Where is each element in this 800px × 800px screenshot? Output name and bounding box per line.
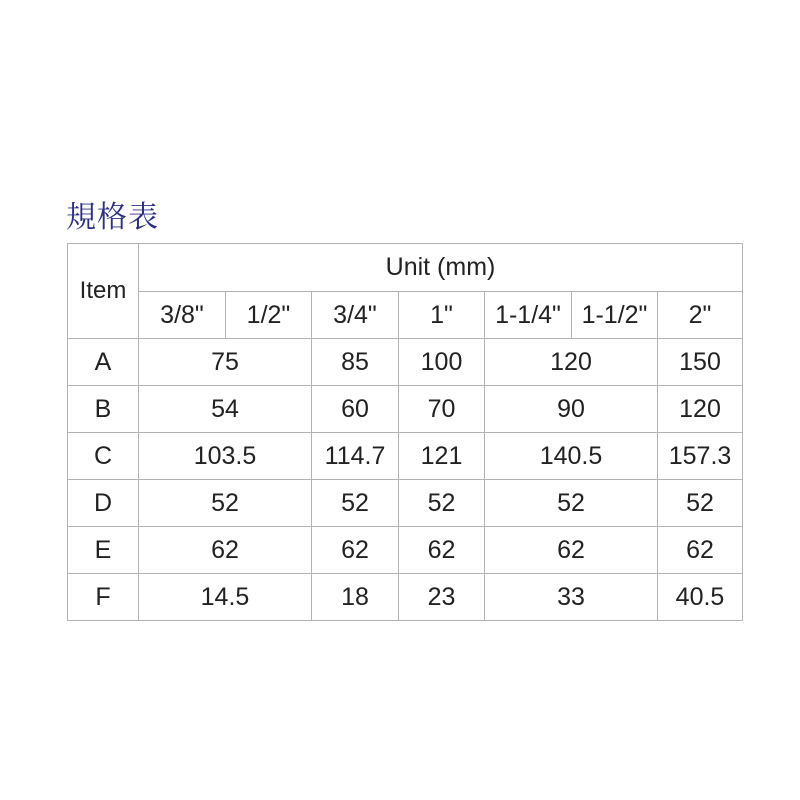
- row-item-label: D: [68, 480, 139, 527]
- table-cell: 120: [658, 386, 743, 433]
- table-cell: 62: [399, 527, 485, 574]
- size-header: 1-1/4": [485, 292, 572, 339]
- table-cell: 85: [312, 339, 399, 386]
- row-item-label: F: [68, 574, 139, 621]
- item-header: Item: [68, 244, 139, 339]
- table-row: [68, 433, 743, 480]
- table-cell: 121: [399, 433, 485, 480]
- table-cell: 157.3: [658, 433, 743, 480]
- table-cell: 90: [485, 386, 658, 433]
- table-cell: 150: [658, 339, 743, 386]
- spec-table: [67, 243, 743, 621]
- table-row: [68, 480, 743, 527]
- table-cell: 52: [139, 480, 312, 527]
- header-row-unit: [68, 244, 743, 292]
- table-cell: 62: [485, 527, 658, 574]
- table-cell: 75: [139, 339, 312, 386]
- page-title: 規格表: [66, 200, 159, 235]
- table-cell: 60: [312, 386, 399, 433]
- table-cell: 18: [312, 574, 399, 621]
- table-cell: 62: [658, 527, 743, 574]
- table-cell: 62: [139, 527, 312, 574]
- row-item-label: B: [68, 386, 139, 433]
- table-cell: 14.5: [139, 574, 312, 621]
- row-item-label: E: [68, 527, 139, 574]
- table-cell: 62: [312, 527, 399, 574]
- table-cell: 100: [399, 339, 485, 386]
- row-item-label: A: [68, 339, 139, 386]
- table-cell: 54: [139, 386, 312, 433]
- size-header: 3/8": [139, 292, 226, 339]
- header-row-sizes: [68, 292, 743, 339]
- table-row: [68, 574, 743, 621]
- table-cell: 70: [399, 386, 485, 433]
- table-cell: 23: [399, 574, 485, 621]
- size-header: 3/4": [312, 292, 399, 339]
- table-cell: 140.5: [485, 433, 658, 480]
- table-cell: 120: [485, 339, 658, 386]
- size-header: 1": [399, 292, 485, 339]
- table-cell: 40.5: [658, 574, 743, 621]
- table-cell: 52: [312, 480, 399, 527]
- table-cell: 114.7: [312, 433, 399, 480]
- table-row: [68, 339, 743, 386]
- table-cell: 52: [658, 480, 743, 527]
- table-row: [68, 527, 743, 574]
- table-cell: 52: [399, 480, 485, 527]
- table-row: [68, 386, 743, 433]
- row-item-label: C: [68, 433, 139, 480]
- size-header: 1-1/2": [572, 292, 658, 339]
- unit-header: Unit (mm): [139, 244, 743, 292]
- table-cell: 33: [485, 574, 658, 621]
- table-cell: 52: [485, 480, 658, 527]
- table-cell: 103.5: [139, 433, 312, 480]
- size-header: 2": [658, 292, 743, 339]
- size-header: 1/2": [226, 292, 312, 339]
